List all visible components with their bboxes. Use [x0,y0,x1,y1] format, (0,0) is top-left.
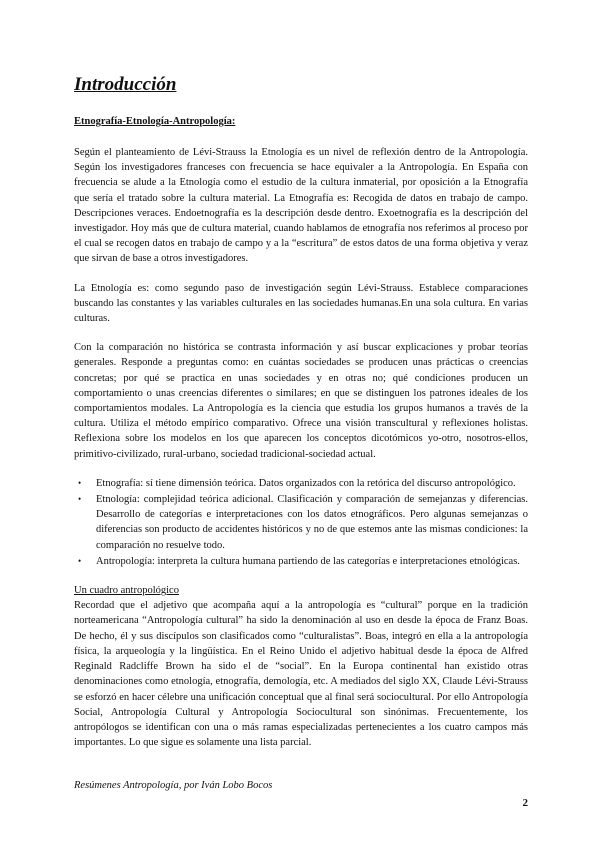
list-item [74,476,528,491]
bullet-icon: • [78,494,82,505]
definitions-list [74,476,528,569]
list-item-text: Etnografía: sí tiene dimensión teórica. Datos organizados con la retórica del discurso antropológico. [96,477,516,489]
section-heading: Un cuadro antropológico [74,585,179,597]
bullet-icon: • [78,555,82,566]
document-title: Introducción [74,74,177,95]
section-subheading: Etnografía-Etnología-Antropología: [74,116,236,127]
list-item [74,554,528,569]
list-item-text: Antropología: interpreta la cultura humana partiendo de las categorías e interpretaciones etnológicas. [96,555,520,567]
paragraph-3: Con la comparación no histórica se contrasta información y así buscar explicaciones y probar teorías generales. Responde a preguntas como: en cuántas sociedades se producen unas prácticas o creencias concretas; por qué se practica en unas sociedades y en otras no; qué condiciones producen un comportamiento o unas creencias diferentes o similares; en que se distinguen los patrones ideales de los comportamientos modales. La Antropología es la ciencia que estudia los grupos humanos a través de la cultura. Utiliza el método empírico comparativo. Ofrece una visión transcultural y reflexiones holistas. Reflexiona sobre los modelos en los que aparecen los conceptos dicotómicos yo-otro, nosotros-ellos, primitivo-civilizado, rural-urbano, sociedad tradicional-sociedad actual. [74,342,528,460]
footer-text: Resúmenes Antropología, por Iván Lobo Bocos [74,780,273,791]
list-item [74,492,528,553]
section-paragraph: Recordad que el adjetivo que acompaña aquí a la antropología es “cultural” porque en la tradición norteamericana “Antropología cultural” ha sido la denominación al uso en desde la época de Franz Boas. De hecho, él y sus discípulos son clasificados como “culturalistas”. Boas, integró en ella a la antropología física, la arqueología y la lingüística. En el Reino Unido el adjetivo habitual desde la época de Alfred Reginald Radcliffe Brown ha sido el de “social”. En la Europa continental han existido otras denominaciones como etnología, etnografía, demología, etc. A mediados del siglo XX, Claude Lévi-Strauss se esforzó en hacer célebre una unificación conceptual que al final será sociocultural. Por ello Antropología Social, Antropología Cultural y Antropología Sociocultural son sinónimas. Frecuentemente, los antropólogos se identifican con una o más ramas especializadas pertenecientes a los cuatro campos más importantes. Lo que sigue es solamente una lista parcial. [74,600,528,749]
bullet-icon: • [78,477,82,488]
list-item-text: Etnología: complejidad teórica adicional. Clasificación y comparación de semejanzas y diferencias. Desarrollo de categorías e interpretaciones con los datos etnográficos. Pero algunas semejanzas o diferencias son producto de accidentes históricos y no de que estemos ante las mismas condiciones: la comparación no resuelve todo. [96,494,528,551]
paragraph-2: La Etnología es: como segundo paso de investigación según Lévi-Strauss. Establece comparaciones buscando las constantes y las variables culturales en las sociedades humanas.En una sola cultura. En varias culturas. [74,282,528,325]
document-page [74,60,528,764]
page-number: 2 [522,797,528,809]
paragraph-1: Según el planteamiento de Lévi-Strauss la Etnología es un nivel de reflexión dentro de la Antropología. Según los investigadores franceses con frecuencia se hace equivaler a la Antropología. En España con frecuencia se alude a la Etnología como el estudio de la cultura inmaterial, por oposición a la Etnografía que sería el tratado sobre la cultura material. La Etnografía es: Recogida de datos en trabajo de campo. Descripciones veraces. Endoetnografía es la descripción desde dentro. Exoetnografía es la descripción del investigador. Hoy más que de cultura material, cuando hablamos de etnografía nos referimos al proceso por el cual se recogen datos en trabajo de campo y a la “escritura” de estos datos de una forma objetiva y veraz que sirvan de base a otros investigadores. [74,147,528,265]
page-footer [74,780,528,809]
